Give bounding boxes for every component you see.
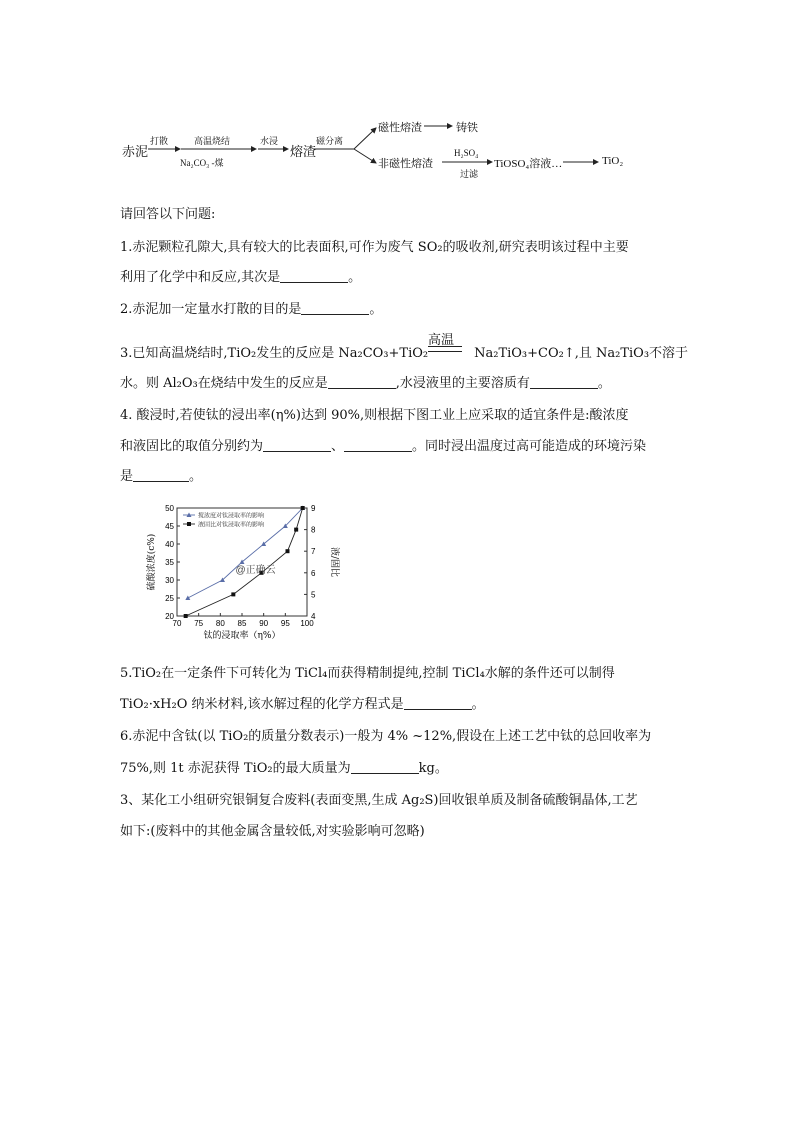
- q7-line2: 如下:(废料中的其他金属含量较低,对实验影响可忽略): [120, 824, 425, 839]
- q6-line2: [120, 759, 448, 779]
- y-left-tick-label: 45: [165, 522, 174, 531]
- flow-label-magnetic-separation: 磁分离: [316, 136, 344, 146]
- q3-line1: [120, 344, 688, 364]
- q3-line2: [120, 374, 611, 394]
- flow-label-sinter: 高温烧结: [194, 136, 231, 146]
- q7-line1: 3、某化工小组研究银铜复合废料(表面变黑,生成 Ag₂S)回收银单质及制备硫酸铜晶体,工艺: [120, 793, 638, 808]
- series-2-point: [286, 549, 290, 553]
- flow-node-tioso4-solution: TiOSO₄溶液…: [494, 158, 563, 170]
- y-right-tick-label: 7: [311, 547, 316, 557]
- q5-text: TiO₂·xH₂O 纳米材料,该水解过程的化学方程式是: [120, 697, 404, 712]
- q3-text-d: ,水浸液里的主要溶质有: [395, 376, 530, 391]
- q6-text: 75%,则 1t 赤泥获得 TiO₂的最大质量为: [120, 761, 351, 776]
- y-left-tick-label: 35: [165, 558, 174, 567]
- y-right-tick-label: 4: [311, 612, 316, 621]
- q5-line1: 5.TiO₂在一定条件下可转化为 TiCl₄而获得精制提纯,控制 TiCl₄水解的条件还可以制得: [120, 666, 615, 681]
- q3-text-a: 3.已知高温烧结时,TiO₂发生的反应是 Na₂CO₃+TiO₂: [120, 346, 429, 361]
- x-tick-label: 80: [215, 619, 225, 628]
- x-tick-label: 100: [300, 619, 314, 628]
- q5-end: 。: [471, 697, 485, 712]
- q1-line1: 1.赤泥颗粒孔隙大,具有较大的比表面积,可作为废气 SO₂的吸收剂,研究表明该过程中主要: [120, 240, 629, 255]
- q4-answer-blank-3[interactable]: [133, 467, 189, 482]
- q5-line2: [120, 695, 485, 715]
- flow-node-slag: 熔渣: [290, 144, 317, 159]
- q4-text-c: 是: [120, 469, 134, 484]
- flow-node-tio2: TiO₂: [602, 155, 624, 167]
- y-right-tick-label: 6: [311, 568, 316, 578]
- q4-end: 。: [189, 469, 203, 484]
- y-left-axis-label: 硫酸浓度(c%): [147, 533, 157, 591]
- y-right-tick-label: 9: [311, 504, 316, 513]
- series-2-point: [301, 506, 305, 510]
- x-axis-label: 钛的浸取率（η%）: [203, 631, 281, 641]
- q4-line1: 4. 酸浸时,若使钛的浸出率(η%)达到 90%,则根据下图工业上应采取的适宜条件是:酸浓度: [120, 408, 629, 423]
- x-tick-label: 75: [194, 619, 204, 628]
- series-2-point: [231, 592, 235, 596]
- q3-text-b: Na₂TiO₃+CO₂↑,且 Na₂TiO₃不溶于: [474, 346, 689, 361]
- q6-line1: 6.赤泥中含钛(以 TiO₂的质量分数表示)一般为 4% ~12%,假设在上述工艺中钛的总回收率为: [120, 729, 652, 744]
- y-right-tick-label: 5: [311, 590, 316, 600]
- q4-sep: 、: [331, 439, 345, 454]
- q6-answer-blank[interactable]: [351, 759, 419, 774]
- flow-node-nonmagnetic-slag: 非磁性熔渣: [378, 158, 433, 170]
- q3-text-c: 水。则 Al₂O₃在烧结中发生的反应是: [120, 376, 328, 391]
- q2-line: [120, 300, 382, 320]
- y-right-tick-label: 8: [311, 525, 316, 535]
- x-tick-label: 85: [237, 619, 247, 628]
- process-flowchart: [118, 108, 678, 178]
- q4-line3: [120, 467, 202, 487]
- legend-marker-2: [187, 522, 191, 526]
- legend-label-2: 液固比对钛浸取率的影响: [198, 521, 265, 529]
- flow-node-cast-iron: 铸铁: [456, 122, 478, 134]
- q4-answer-blank-2[interactable]: [344, 437, 412, 452]
- y-left-tick-label: 25: [165, 594, 174, 603]
- flow-label-reagent: Na₂CO₃ -煤: [180, 158, 224, 168]
- chart-svg: [142, 502, 342, 642]
- series-1-point: [185, 596, 190, 601]
- q3-condition: 高温: [428, 333, 455, 348]
- q4-line2: [120, 437, 646, 457]
- flow-label-acid: H₂SO₄: [454, 148, 479, 158]
- q4-answer-blank-1[interactable]: [263, 437, 331, 452]
- flow-node-red-mud: 赤泥: [122, 144, 149, 159]
- q3-end: 。: [597, 376, 611, 391]
- flow-label-filter: 过滤: [460, 169, 479, 179]
- y-left-tick-label: 50: [165, 504, 174, 513]
- intro-text: 请回答以下问题:: [120, 207, 216, 222]
- q5-answer-blank[interactable]: [404, 695, 472, 710]
- q2-text: 2.赤泥加一定量水打散的目的是: [120, 302, 302, 317]
- q1-answer-blank[interactable]: [280, 268, 348, 283]
- q1-text: 利用了化学中和反应,其次是: [120, 270, 281, 285]
- flow-label-scatter: 打散: [150, 136, 169, 146]
- legend-label-1: 搅浓度对钛浸取率的影响: [198, 512, 265, 520]
- q4-text-a: 和液固比的取值分别约为: [120, 439, 264, 454]
- y-left-tick-label: 20: [165, 612, 174, 621]
- flow-node-magnetic-slag: 磁性熔渣: [378, 122, 422, 134]
- q1-line2: [120, 268, 361, 288]
- q2-end: 。: [369, 302, 383, 317]
- y-right-axis-label: 液/固比: [329, 546, 339, 578]
- flow-label-water-leach: 水浸: [260, 136, 279, 146]
- series-2-point: [294, 528, 298, 532]
- q1-end: 。: [348, 270, 362, 285]
- watermark-text: @正确云: [235, 564, 276, 576]
- q2-answer-blank[interactable]: [301, 300, 369, 315]
- q3-answer-blank-1[interactable]: [328, 374, 396, 389]
- x-tick-label: 70: [172, 619, 182, 628]
- leaching-rate-chart: [142, 502, 342, 642]
- x-tick-label: 95: [280, 619, 290, 628]
- y-left-tick-label: 40: [165, 540, 174, 549]
- q6-end: kg。: [418, 761, 448, 776]
- q3-answer-blank-2[interactable]: [530, 374, 598, 389]
- x-tick-label: 90: [259, 619, 269, 628]
- series-2-point: [184, 614, 188, 618]
- y-left-tick-label: 30: [165, 576, 174, 585]
- q4-text-b: 。同时浸出温度过高可能造成的环境污染: [412, 439, 647, 454]
